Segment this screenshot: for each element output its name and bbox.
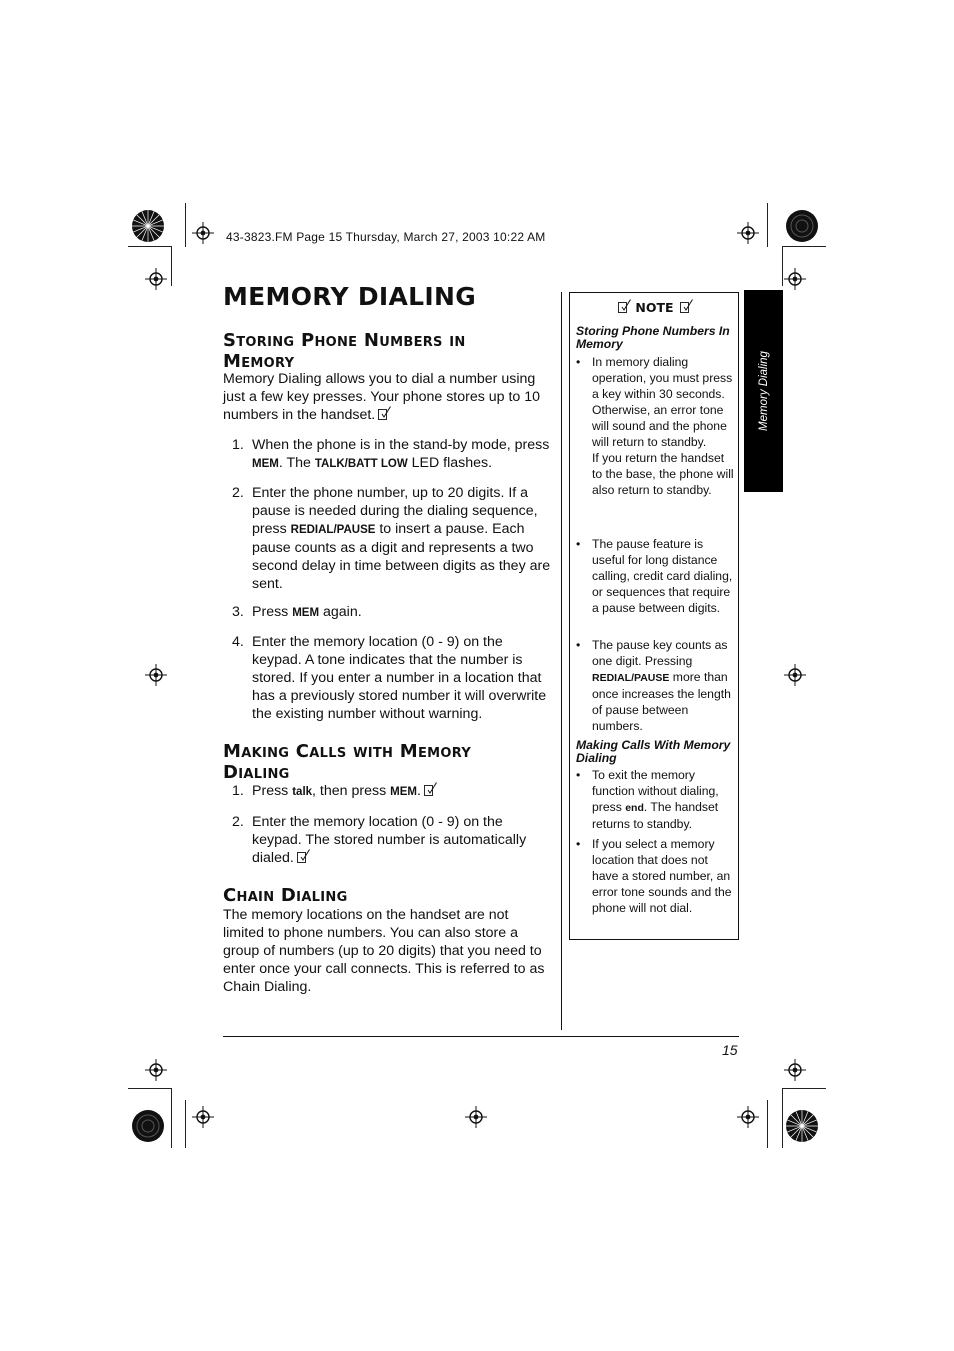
storing-intro: [223, 370, 553, 424]
step-number: 3.: [232, 604, 244, 620]
page-title: MEMORY DIALING: [223, 282, 477, 311]
step-text: Enter the memory location (0 - 9) on the keypad. The stored number is automatically dialed.: [252, 814, 527, 866]
crop-mark: [185, 1100, 186, 1148]
bullet-text: If you select a memory location that does not have a stored number, an error tone sounds and the phone will not dial.: [592, 837, 732, 915]
step-text: When the phone is in the stand-by mode, press: [252, 437, 550, 453]
registration-mark-icon: [192, 222, 214, 244]
footer-rule: [223, 1036, 739, 1037]
heading-line: Memory: [223, 351, 295, 372]
side-tab-label: Memory Dialing: [757, 351, 770, 431]
note-subheading: Making Calls With Memory Dialing: [576, 738, 731, 765]
column-divider: [561, 292, 562, 1030]
key-label: MEM: [292, 607, 320, 619]
bullet: •: [576, 638, 581, 652]
section-heading-making-calls: [223, 741, 543, 783]
note-subheading: Storing Phone Numbers In Memory: [576, 324, 730, 351]
step-number: 2.: [232, 485, 244, 501]
bullet-text: To exit the memory function without dialing, press: [592, 768, 719, 814]
crop-mark: [782, 246, 783, 286]
step-text: Enter the memory location (0 - 9) on the keypad. A tone indicates that the number is stored. If you enter a number in a location that has a previously stored number it will overwrite the existing number without warning.: [252, 634, 547, 722]
key-label: REDIAL/PAUSE: [290, 524, 376, 536]
crop-mark: [767, 203, 768, 247]
key-label: MEM: [390, 786, 417, 798]
key-label: talk: [292, 786, 313, 798]
note-check-icon: [297, 849, 310, 863]
registration-mark-icon: [465, 1106, 487, 1128]
crop-mark: [782, 1088, 826, 1089]
step-text: again.: [319, 604, 362, 620]
step-number: 4.: [232, 634, 244, 650]
bullet-text: If you return the handset to the base, the phone will also return to standby.: [592, 451, 734, 497]
list-item: [232, 813, 554, 867]
section-heading-chain-dialing: Chain Dialing: [223, 885, 348, 906]
note-check-icon: [618, 299, 631, 313]
chain-body: The memory locations on the handset are not limited to phone numbers. You can also store a group of numbers (up to 20 digits) that you need to enter once your call connects. This is referred to as Chain Dialing.: [223, 907, 545, 995]
chapter-side-tab: [744, 290, 783, 492]
step-text: LED flashes.: [407, 455, 493, 471]
step-text: Enter the phone number, up to 20 digits. If a pause is needed during the dialing sequence, press: [252, 485, 538, 537]
key-label: MEM: [252, 458, 279, 470]
heading-line: Dialing: [223, 762, 290, 783]
intro-text: Memory Dialing allows you to dial a number using just a few key presses. Your phone stores up to 10 numbers in the handset.: [223, 371, 541, 423]
print-slug: 43-3823.FM Page 15 Thursday, March 27, 2003 10:22 AM: [226, 230, 546, 244]
registration-mark-icon: [145, 664, 167, 686]
list-item: [232, 603, 554, 622]
note-label: NOTE: [635, 300, 674, 315]
registration-mark-icon: [737, 222, 759, 244]
registration-mark-icon: [145, 1059, 167, 1081]
heading-line: Making Calls with Memory: [223, 741, 472, 762]
registration-mark-icon: [784, 268, 806, 290]
list-item: [576, 767, 734, 832]
section-heading-storing: [223, 330, 543, 372]
key-label: end: [625, 802, 644, 814]
key-label: TALK/BATT LOW: [314, 458, 408, 470]
list-item: [576, 836, 734, 916]
crop-mark: [171, 1088, 172, 1148]
note-check-icon: [378, 406, 391, 420]
crop-mark: [782, 1088, 783, 1148]
heading-line: Storing Phone Numbers in: [223, 330, 466, 351]
rosette-mark-icon: [785, 1109, 819, 1143]
note-header: [570, 299, 738, 315]
registration-mark-icon: [784, 1059, 806, 1081]
step-number: 1.: [232, 783, 244, 799]
list-item: [576, 637, 734, 734]
registration-mark-icon: [145, 268, 167, 290]
key-label: REDIAL/PAUSE: [592, 672, 670, 684]
crop-mark: [185, 203, 186, 247]
list-item: [576, 354, 734, 498]
crop-mark: [782, 246, 826, 247]
bullet-text: The pause feature is useful for long distance calling, credit card dialing, or sequences that require a pause between digits.: [592, 537, 733, 615]
crop-mark: [128, 1088, 172, 1089]
bullet: •: [576, 537, 581, 551]
bullet: •: [576, 768, 581, 782]
note-check-icon: [424, 782, 437, 796]
crop-mark: [128, 246, 172, 247]
step-text: . The: [278, 455, 315, 471]
list-item: [232, 484, 554, 593]
list-item: [576, 536, 734, 616]
crop-mark: [171, 246, 172, 286]
rosette-mark-icon: [131, 1109, 165, 1143]
bullet-text: . The handset returns to standby.: [592, 800, 719, 831]
step-text: Press: [252, 783, 293, 799]
bullet-text: The pause key counts as one digit. Pressing: [592, 638, 728, 668]
registration-mark-icon: [737, 1106, 759, 1128]
step-number: 1.: [232, 437, 244, 453]
step-text: Press: [252, 604, 293, 620]
list-item: [232, 633, 554, 723]
step-text: , then press: [312, 783, 391, 799]
bullet: •: [576, 837, 581, 851]
registration-mark-icon: [784, 664, 806, 686]
list-item: [232, 436, 554, 473]
bullet-text: In memory dialing operation, you must press a key within 30 seconds. Otherwise, an error tone will sound and the phone will return to standby.: [592, 355, 733, 449]
bullet-text: more than once increases the length of pause between numbers.: [592, 670, 731, 733]
bullet: •: [576, 355, 581, 369]
step-text: to insert a pause. Each pause counts as a digit and represents a two second delay in time between digits as they are sent.: [252, 521, 551, 592]
rosette-mark-icon: [785, 209, 819, 243]
crop-mark: [767, 1100, 768, 1148]
step-text: .: [416, 783, 421, 799]
list-item: [232, 782, 554, 801]
note-check-icon: [680, 299, 693, 313]
rosette-mark-icon: [131, 209, 165, 243]
step-number: 2.: [232, 814, 244, 830]
registration-mark-icon: [192, 1106, 214, 1128]
page-number: 15: [722, 1042, 738, 1058]
note-box: [569, 292, 739, 940]
